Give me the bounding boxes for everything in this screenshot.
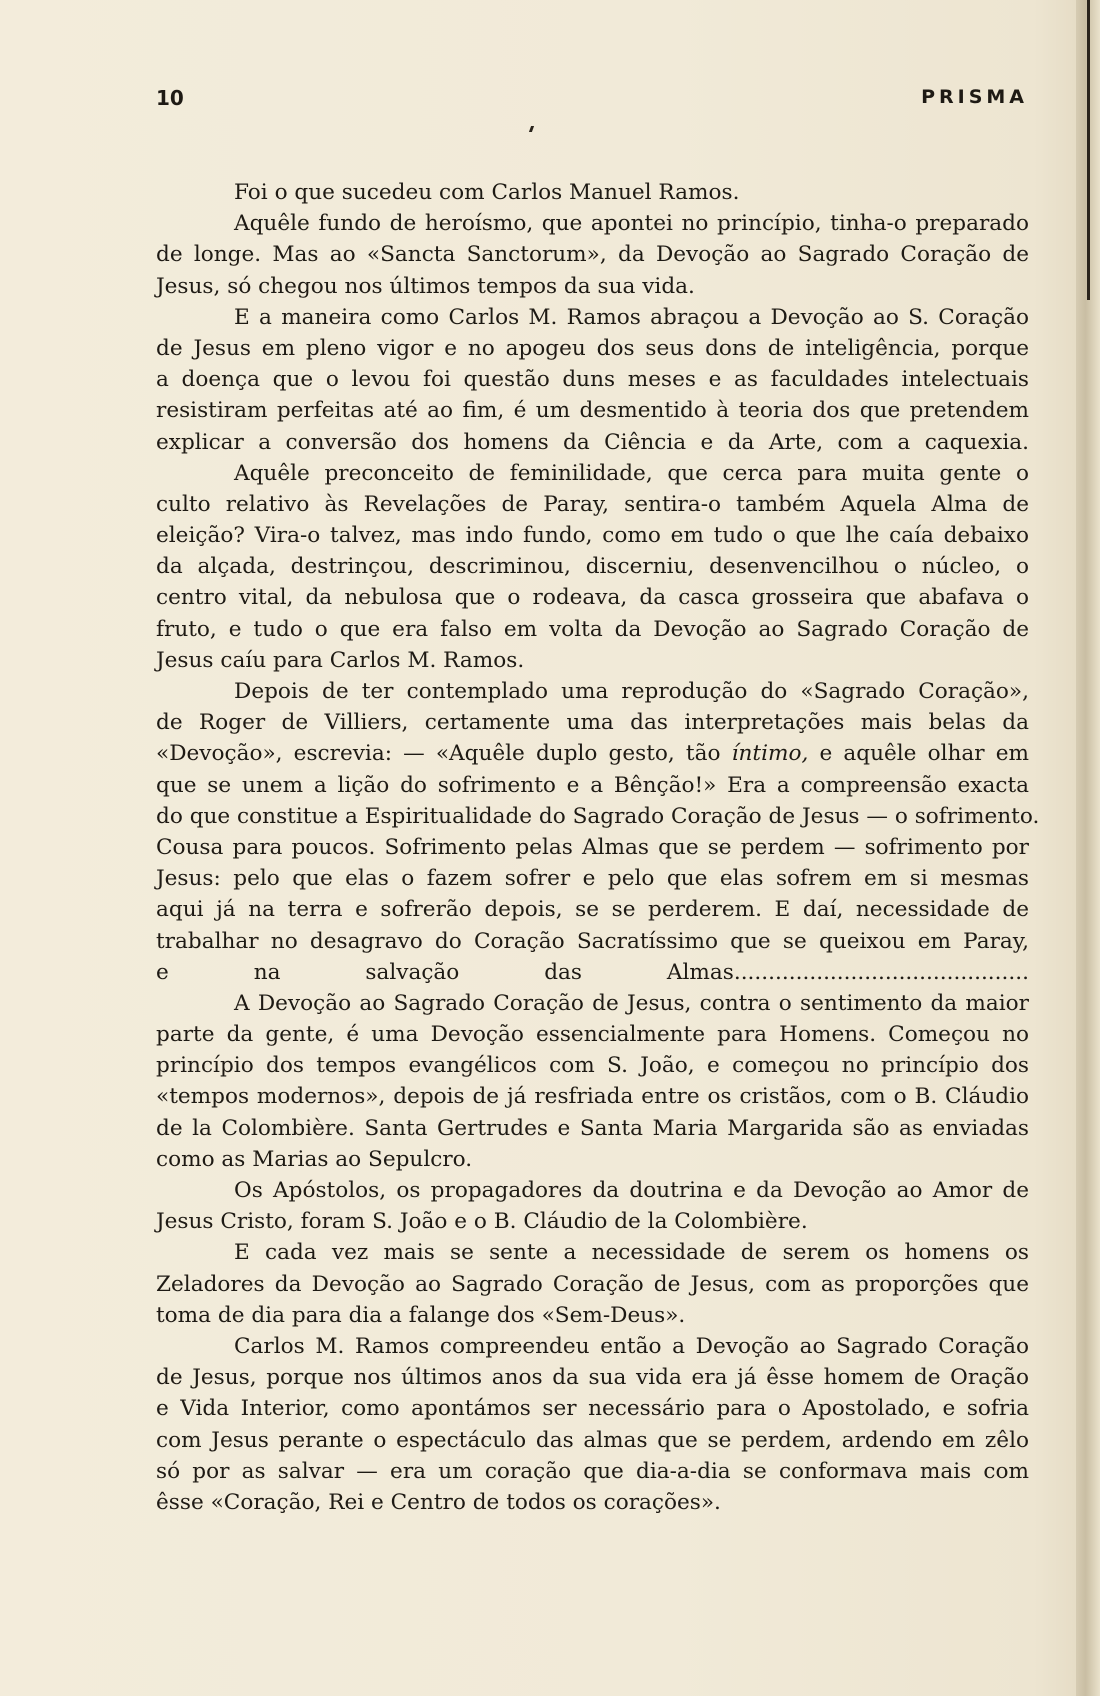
text-line: de Roger de Villiers, certamente uma das interpretações mais belas da: [156, 710, 1029, 736]
text-line: a doença que o levou foi questão duns meses e as faculdades intelectuais: [156, 367, 1029, 393]
text-line: princípio dos tempos evangélicos com S. João, e começou no princípio dos: [156, 1053, 1029, 1079]
text-line: centro vital, da nebulosa que o rodeava, da casca grosseira que abafava o: [156, 585, 1029, 611]
text-line: «tempos modernos», depois de já resfriada entre os cristãos, com o B. Cláudio: [156, 1084, 1029, 1110]
text-line: Aquêle preconceito de feminilidade, que cerca para muita gente o: [234, 460, 1029, 486]
text-line: E a maneira como Carlos M. Ramos abraçou a Devoção ao S. Coração: [234, 304, 1029, 330]
text-line: explicar a conversão dos homens da Ciência e da Arte, com a caquexia.: [156, 429, 1029, 455]
text-line: do que constitue a Espiritualidade do Sagrado Coração de Jesus — o sofrimento.: [156, 803, 1040, 829]
text-line: com Jesus perante o espectáculo das almas que se perdem, ardendo em zêlo: [156, 1427, 1029, 1453]
text-line: de la Colombière. Santa Gertrudes e Santa Maria Margarida são as enviadas: [156, 1115, 1029, 1141]
text-line: êsse «Coração, Rei e Centro de todos os corações».: [156, 1489, 721, 1515]
text-line: trabalhar no desagravo do Coração Sacratíssimo que se queixou em Paray,: [156, 928, 1029, 954]
text-line: culto relativo às Revelações de Paray, sentira-o também Aquela Alma de: [156, 491, 1029, 517]
text-line: que se unem a lição do sofrimento e a Bênção!» Era a compreensão exacta: [156, 772, 1029, 798]
text-segment: e aquêle olhar em: [808, 741, 1029, 767]
ink-mark: [529, 126, 534, 132]
text-line: resistiram perfeitas até ao fim, é um desmentido à teoria dos que pretendem: [156, 398, 1029, 424]
text-line: aqui já na terra e sofrerão depois, se se perderem. E daí, necessidade de: [156, 897, 1029, 923]
text-line: só por as salvar — era um coração que dia-a-dia se conformava mais com: [156, 1458, 1029, 1484]
text-line: como as Marias ao Sepulcro.: [156, 1146, 473, 1172]
text-line: parte da gente, é uma Devoção essencialmente para Homens. Começou no: [156, 1022, 1029, 1048]
text-line: Jesus: pelo que elas o fazem sofrer e pelo que elas sofrem em si mesmas: [156, 866, 1029, 892]
text-line: toma de dia para dia a falange dos «Sem-Deus».: [156, 1302, 686, 1328]
text-line: Zeladores da Devoção ao Sagrado Coração de Jesus, com as proporções que: [156, 1271, 1029, 1297]
text-line: Aquêle fundo de heroísmo, que apontei no princípio, tinha-o preparado: [234, 211, 1029, 237]
text-line: Cousa para poucos. Sofrimento pelas Almas que se perdem — sofrimento por: [156, 834, 1029, 860]
text-line: de longe. Mas ao «Sancta Sanctorum», da Devoção ao Sagrado Coração de: [156, 242, 1029, 268]
text-line: A Devoção ao Sagrado Coração de Jesus, contra o sentimento da maior: [234, 990, 1029, 1016]
text-line: fruto, e tudo o que era falso em volta da Devoção ao Sagrado Coração de: [156, 616, 1029, 642]
text-line: Depois de ter contemplado uma reprodução do «Sagrado Coração»,: [234, 679, 1029, 704]
binding-line: [1087, 0, 1090, 300]
body-text: [156, 177, 1040, 1518]
text-line: Jesus caíu para Carlos M. Ramos.: [156, 647, 525, 673]
page-header: [156, 86, 1028, 116]
text-line: Carlos M. Ramos compreendeu então a Devoção ao Sagrado Coração: [234, 1333, 1029, 1359]
italic-word: íntimo,: [731, 741, 809, 767]
text-line: de Jesus, porque nos últimos anos da sua vida era já êsse homem de Oração: [156, 1365, 1029, 1391]
text-line: e na salvação das Almas...........................................: [156, 959, 1029, 985]
text-line: Foi o que sucedeu com Carlos Manuel Ramos.: [234, 180, 740, 205]
text-line: Jesus, só chegou nos últimos tempos da sua vida.: [156, 273, 695, 299]
text-line: de Jesus em pleno vigor e no apogeu dos seus dons de inteligência, porque: [156, 335, 1029, 361]
text-line: Jesus Cristo, foram S. João e o B. Cláudio de la Colombière.: [156, 1209, 808, 1235]
text-line: eleição? Vira-o talvez, mas indo fundo, como em tudo o que lhe caía debaixo: [156, 523, 1029, 549]
page-number: 10: [156, 86, 184, 110]
text-line: [156, 738, 1029, 769]
text-line: E cada vez mais se sente a necessidade de serem os homens os: [234, 1240, 1029, 1266]
text-segment: «Devoção», escrevia: — «Aquêle duplo gesto, tão: [156, 741, 732, 767]
text-line: Os Apóstolos, os propagadores da doutrina e da Devoção ao Amor de: [234, 1178, 1029, 1203]
text-line: da alçada, destrinçou, descriminou, discerniu, desenvencilhou o núcleo, o: [156, 554, 1029, 580]
running-title: PRISMA: [921, 86, 1028, 108]
text-line: e Vida Interior, como apontámos ser necessário para o Apostolado, e sofria: [156, 1396, 1029, 1422]
